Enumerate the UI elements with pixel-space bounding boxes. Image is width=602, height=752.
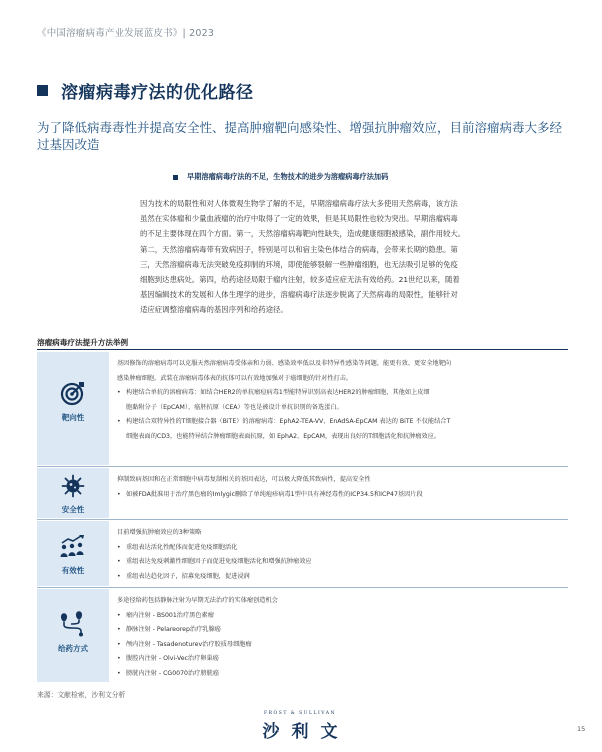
list-item-line: 重组表达免疫刺激性细胞因子而促进免疫细胞活化和增强抗肿瘤效应 [126, 558, 312, 565]
list-item-line: • 构建结合单抗的溶瘤病毒：如结合HER2的单抗瘤痘病毒1型能特异识别高表达HER2的肿瘤细胞，其他如上皮细 [126, 389, 430, 396]
page-title: 溶瘤病毒疗法的优化路径 [61, 83, 254, 103]
section-line: 适应症调整溶瘤病毒的基因序列和给药途径。 [140, 305, 288, 315]
list-item-line: • 构建结合双特异性的T细胞接合器（BiTE）的溶瘤病毒：EphA2-TEA-VV、EnAdSA-EpCAM 表达的 BiTE 不仅能结合T [126, 418, 451, 425]
row-icon-panel [37, 521, 109, 586]
section-line: 的不足主要体现在四个方面。第一，天然溶瘤病毒靶向性缺失，造成健康细胞被感染，副作用较大。 [140, 229, 466, 239]
list-item-line: 细胞表面的CD3，也能特异结合肿瘤细胞表面抗原，如 EphA2、EpCAM，表现出良好的T细胞活化和抗肿瘤效应。 [126, 432, 441, 440]
section-line: 因为技术的局限性和对人体微观生物学了解的不足，早期溶瘤病毒疗法大多使用天然病毒，该方法 [140, 199, 458, 208]
row-icon-panel [37, 468, 109, 518]
row-intro-line: 抑制致病基因和在正常细胞中病毒复制相关的基因表达，可以极大降低其致病性，提高安全性 [117, 476, 371, 483]
list-item [117, 570, 568, 585]
methods-table [37, 352, 568, 682]
table-row-safety [37, 468, 568, 518]
intro-section [140, 172, 570, 318]
section-marker [173, 175, 178, 180]
list-item-line: 重组表达活化性配体而促进免疫细胞活化 [126, 543, 238, 551]
list-item [117, 541, 568, 556]
people-growth-icon [59, 535, 87, 559]
list-item [117, 623, 568, 638]
row-icon-panel [37, 352, 109, 465]
row-label: 靶向性 [61, 413, 85, 422]
row-label: 有效性 [61, 566, 85, 575]
row-label: 给药方式 [58, 644, 88, 653]
table-row-administration [37, 589, 568, 682]
page-subtitle: 为了降低病毒毒性并提高安全性、提高肿瘤靶向感染性、增强抗肿瘤效应，目前溶瘤病毒大多经过基因改造 [37, 120, 563, 152]
list-item-line: 胞黏附分子（EpCAM）、癌胚抗原（CEA）等也是被设计单抗识别的备选蛋白。 [126, 403, 343, 411]
table-title: 溶瘤病毒疗法提升方法举例 [37, 338, 129, 347]
list-item [117, 667, 568, 682]
list-item-line: • 如被FDA批准用于治疗黑色瘤的Imlygic删除了单纯疱疹病毒1型中具有神经毒性的ICP34.5和ICP47基因片段 [126, 490, 423, 498]
table-row-targeting [37, 352, 568, 465]
section-body [140, 196, 570, 318]
list-item-line: 重组表达趋化因子，招募免疫细胞，促进浸润 [126, 572, 250, 580]
logo-chinese: 沙利文 [262, 722, 350, 742]
section-heading-text: 早期溶瘤病毒疗法的不足，生物技术的进步为溶瘤病毒疗法加码 [187, 172, 389, 181]
frost-sullivan-logo [250, 711, 350, 742]
list-item [117, 652, 568, 667]
logo-english: FROST & SULLIVAN [264, 711, 336, 716]
page-number: 15 [577, 725, 586, 733]
section-line: 基因编辑技术的发展和人体生理学的进步，溶瘤病毒疗法逐步脱离了天然病毒的局限性，能够针对 [140, 290, 458, 300]
row-icon-panel [37, 589, 109, 682]
table-row-effectiveness [37, 521, 568, 586]
row-content [117, 473, 568, 502]
list-item-line: 瘤内注射 - BS001治疗黑色素瘤 [126, 611, 214, 619]
list-item-line: 腹腔内注射 - Olvi-Vec治疗卵巢癌 [126, 655, 219, 662]
list-item [117, 488, 568, 503]
list-item [117, 386, 568, 415]
row-intro-line: 目前增强抗肿瘤效应的3种策略 [117, 529, 202, 536]
row-content [117, 357, 568, 444]
page-title-row [37, 78, 254, 103]
row-divider [37, 587, 568, 588]
row-content [117, 594, 568, 681]
list-item-line: 颅内注射 - Tasadenoturev治疗胶质母细胞瘤 [126, 640, 252, 648]
row-divider [37, 519, 568, 520]
list-item [117, 555, 568, 570]
virus-icon [61, 474, 85, 498]
list-item-line: 静脉注射 - Pelareorep治疗乳腺癌 [126, 626, 221, 633]
source-note: 来源：文献检索，沙利文分析 [37, 691, 126, 699]
table-top-rule [37, 349, 568, 350]
section-heading [173, 172, 570, 182]
row-intro-line: 多途径给药包括静脉注射为早期无法治疗的实体瘤创造机会 [117, 597, 278, 604]
row-intro-line: 感染肿瘤细胞。武装在溶瘤病毒体表的抗体可以有效地加强对于癌细胞的针对性打击。 [117, 374, 353, 382]
row-divider [37, 466, 568, 467]
section-line: 细胞到达患病处。第四，给药途径局限于瘤内注射，较多适应症无法有效给药。21世纪以来，随着 [140, 275, 460, 285]
row-label: 安全性 [61, 505, 85, 514]
section-line: 三，天然溶瘤病毒无法突破免疫抑制的环境，即使能够裂解一些肿瘤细胞，也无法吸引足够的免疫 [140, 259, 458, 269]
row-content [117, 526, 568, 584]
section-line: 虽然在实体瘤和少量血液瘤的治疗中取得了一定的效果，但是其局限性也较为突出。早期溶瘤病毒 [140, 214, 458, 224]
list-item [117, 609, 568, 624]
list-item [117, 415, 568, 444]
running-header: 《中国溶瘤病毒产业发展蓝皮书》| 2023 [37, 28, 215, 39]
section-line: 第二，天然溶瘤病毒带有致病因子，特别是可以和宿主染色体结合的病毒，会带来长期的隐患。第 [140, 244, 458, 254]
title-marker [37, 85, 48, 96]
route-icon [59, 611, 87, 637]
row-intro-line: 基因修饰的溶瘤病毒可以克服天然溶瘤病毒受体亲和力弱、感染效率低以及非特异性感染等问题，能更有效、更安全地靶向 [117, 360, 452, 367]
target-icon [60, 380, 86, 406]
list-item [117, 638, 568, 653]
list-item-line: 膀胱内注射 - CG0070治疗膀胱癌 [126, 669, 219, 677]
